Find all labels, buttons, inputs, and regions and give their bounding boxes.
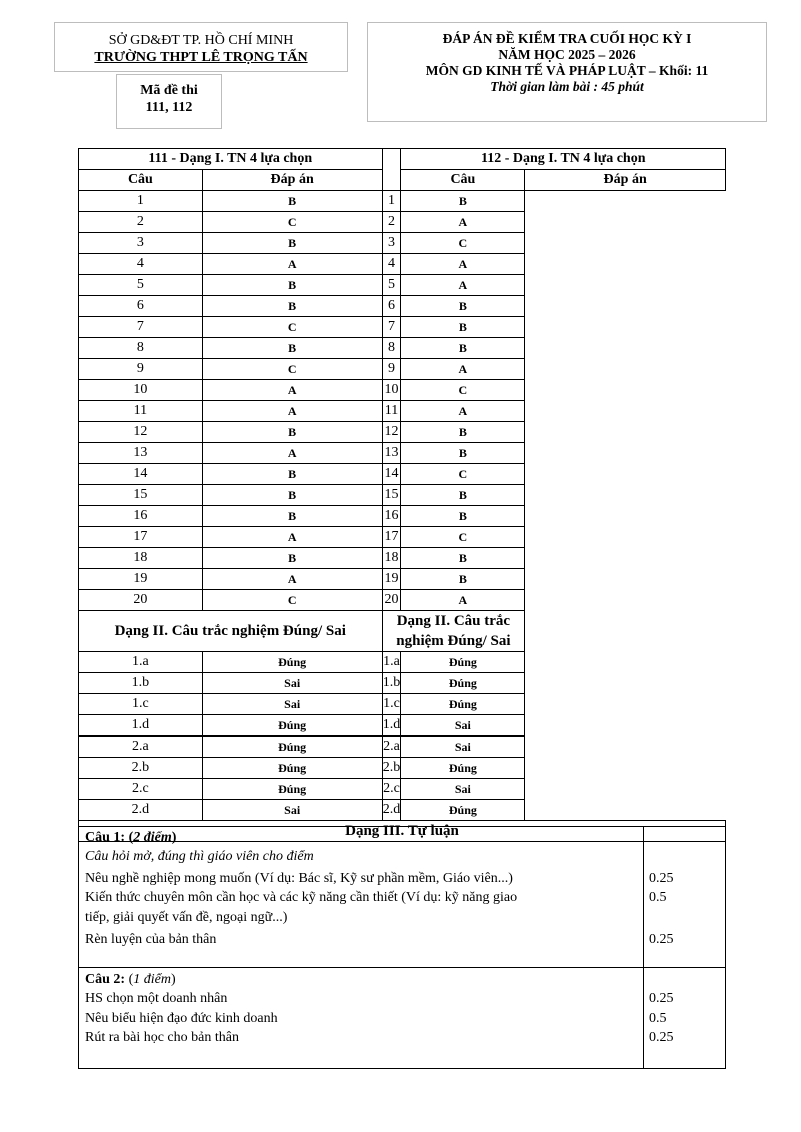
- q2-item-2: Nêu biểu hiện đạo đức kinh doanh: [85, 1011, 278, 1026]
- answer-cell: A: [202, 527, 382, 548]
- answer-cell: A: [401, 359, 525, 380]
- column-header-answer: Đáp án: [202, 170, 382, 191]
- q2-item-3: Rút ra bài học cho bản thân: [85, 1030, 239, 1045]
- answer-cell: B: [202, 548, 382, 569]
- table-row: [79, 736, 726, 758]
- statement-id: 1.a: [79, 652, 203, 673]
- q1-item-1: Nêu nghề nghiệp mong muốn (Ví dụ: Bác sĩ, Kỹ sư phần mềm, Giáo viên...): [85, 871, 513, 886]
- table-row: [79, 233, 726, 254]
- answer-cell: B: [202, 191, 382, 212]
- question-number: 2: [79, 212, 203, 233]
- table-row: [79, 212, 726, 233]
- answer-cell: B: [401, 569, 525, 590]
- subject-line: MÔN GD KINH TẾ VÀ PHÁP LUẬT – Khối: 11: [425, 63, 709, 78]
- answer-cell: C: [401, 380, 525, 401]
- statement-id: 2.a: [79, 736, 203, 758]
- true-false-answer: Đúng: [401, 673, 525, 694]
- q2-item-1-score: 0.25: [649, 991, 674, 1006]
- answer-cell: B: [202, 464, 382, 485]
- q2-heading: Câu 2: (1 điểm): [85, 972, 176, 987]
- question-number: 16: [79, 506, 203, 527]
- question-number: 20: [79, 590, 203, 611]
- table-row: [79, 673, 726, 694]
- true-false-answer: Sai: [202, 673, 382, 694]
- true-false-answer: Sai: [401, 779, 525, 800]
- answer-cell: B: [202, 422, 382, 443]
- answer-cell: A: [401, 590, 525, 611]
- true-false-answer: Sai: [202, 800, 382, 821]
- true-false-answer: Đúng: [401, 800, 525, 821]
- statement-id: 1.c: [79, 694, 203, 715]
- answer-cell: A: [401, 275, 525, 296]
- q2-item-2-score: 0.5: [649, 1011, 667, 1026]
- true-false-answer: Sai: [202, 694, 382, 715]
- statement-id: 1.b: [79, 673, 203, 694]
- column-header-question: Câu: [79, 170, 203, 191]
- true-false-answer: Đúng: [401, 652, 525, 673]
- part3-title: Dạng III. Tự luận: [79, 821, 726, 842]
- answer-cell: B: [202, 506, 382, 527]
- q1-note: Câu hỏi mở, đúng thì giáo viên cho điểm: [85, 849, 314, 864]
- school-header: [54, 22, 348, 72]
- question-number: 15: [79, 485, 203, 506]
- table-row: [79, 758, 726, 779]
- table-row: [79, 485, 726, 506]
- table-row: [79, 191, 726, 212]
- table-row: [79, 652, 726, 673]
- answer-cell: B: [401, 422, 525, 443]
- part1-right-title: 112 - Dạng I. TN 4 lựa chọn: [401, 149, 726, 170]
- question-number: 16: [382, 506, 401, 527]
- exam-code-label: Mã đề thi: [140, 83, 198, 98]
- question-number: 15: [382, 485, 401, 506]
- table-row: [79, 338, 726, 359]
- true-false-answer: Đúng: [202, 715, 382, 737]
- answer-cell: A: [401, 401, 525, 422]
- question-number: 7: [382, 317, 401, 338]
- question-number: 18: [382, 548, 401, 569]
- q2-label: Câu 2:: [85, 972, 126, 987]
- question-number: 13: [382, 443, 401, 464]
- question-number: 8: [382, 338, 401, 359]
- question-number: 10: [79, 380, 203, 401]
- question-number: 1: [382, 191, 401, 212]
- answer-cell: A: [202, 401, 382, 422]
- true-false-answer: Đúng: [202, 758, 382, 779]
- exam-title: ĐÁP ÁN ĐỀ KIỂM TRA CUỐI HỌC KỲ I: [442, 31, 692, 46]
- table-row: [79, 254, 726, 275]
- school-name: TRƯỜNG THPT LÊ TRỌNG TẤN: [94, 50, 308, 65]
- statement-id: 2.d: [382, 800, 401, 821]
- department-name: SỞ GD&ĐT TP. HỒ CHÍ MINH: [108, 33, 294, 48]
- table-row: [79, 715, 726, 737]
- q1-item-3: Rèn luyện của bản thân: [85, 932, 217, 947]
- exam-codes: 111, 112: [145, 100, 193, 115]
- q1-item-2-line2: tiếp, giải quyết vấn đề, ngoại ngữ...): [85, 910, 288, 925]
- table-row: [79, 800, 726, 821]
- part1-left-title: 111 - Dạng I. TN 4 lựa chọn: [79, 149, 383, 170]
- exam-code-box: [116, 74, 222, 129]
- statement-id: 1.c: [382, 694, 401, 715]
- question-number: 7: [79, 317, 203, 338]
- true-false-answer: Sai: [401, 736, 525, 758]
- answer-cell: C: [202, 590, 382, 611]
- question-number: 17: [382, 527, 401, 548]
- q1-item-2-line1: Kiến thức chuyên môn cần học và các kỹ năng cần thiết (Ví dụ: kỹ năng giao: [85, 890, 518, 905]
- answer-cell: B: [401, 317, 525, 338]
- table-row: [79, 569, 726, 590]
- statement-id: 2.c: [382, 779, 401, 800]
- table-row: [79, 359, 726, 380]
- table-row: [79, 317, 726, 338]
- q1-item-2-score: 0.5: [649, 890, 667, 905]
- statement-id: 2.d: [79, 800, 203, 821]
- table-row: [79, 527, 726, 548]
- answer-cell: B: [202, 275, 382, 296]
- statement-id: 1.d: [79, 715, 203, 737]
- answer-table: [78, 148, 726, 842]
- question-number: 10: [382, 380, 401, 401]
- question-number: 11: [79, 401, 203, 422]
- statement-id: 1.a: [382, 652, 401, 673]
- true-false-answer: Sai: [401, 715, 525, 737]
- q2-points: 1 điểm: [133, 972, 171, 987]
- answer-cell: B: [202, 233, 382, 254]
- answer-cell: C: [202, 212, 382, 233]
- question-number: 19: [79, 569, 203, 590]
- exam-time: Thời gian làm bài : 45 phút: [490, 79, 644, 94]
- table-row: [79, 380, 726, 401]
- q2-item-1: HS chọn một doanh nhân: [85, 991, 228, 1006]
- statement-id: 2.a: [382, 736, 401, 758]
- answer-cell: C: [401, 527, 525, 548]
- statement-id: 2.b: [382, 758, 401, 779]
- part2-left-title: Dạng II. Câu trắc nghiệm Đúng/ Sai: [79, 611, 383, 652]
- question-number: 4: [79, 254, 203, 275]
- question-number: 6: [79, 296, 203, 317]
- column-separator: [382, 149, 401, 191]
- true-false-answer: Đúng: [401, 758, 525, 779]
- answer-cell: B: [401, 506, 525, 527]
- score-column-divider: [643, 827, 644, 1068]
- statement-id: 2.b: [79, 758, 203, 779]
- true-false-answer: Đúng: [202, 736, 382, 758]
- answer-cell: B: [401, 548, 525, 569]
- question-number: 3: [79, 233, 203, 254]
- question-divider: [79, 967, 725, 968]
- column-header-answer: Đáp án: [525, 170, 726, 191]
- answer-cell: C: [202, 317, 382, 338]
- table-row: [79, 443, 726, 464]
- table-row: [79, 779, 726, 800]
- question-number: 20: [382, 590, 401, 611]
- table-row: [79, 275, 726, 296]
- question-number: 4: [382, 254, 401, 275]
- question-number: 13: [79, 443, 203, 464]
- true-false-answer: Đúng: [202, 652, 382, 673]
- table-row: [79, 590, 726, 611]
- answer-cell: B: [401, 443, 525, 464]
- q1-item-1-score: 0.25: [649, 871, 674, 886]
- question-number: 9: [382, 359, 401, 380]
- question-number: 5: [382, 275, 401, 296]
- true-false-answer: Đúng: [202, 779, 382, 800]
- question-number: 1: [79, 191, 203, 212]
- q1-label: Câu 1:: [85, 830, 126, 845]
- part2-right-title: Dạng II. Câu trắc nghiệm Đúng/ Sai: [382, 611, 525, 652]
- question-number: 14: [79, 464, 203, 485]
- answer-cell: B: [401, 296, 525, 317]
- question-number: 9: [79, 359, 203, 380]
- table-row: [79, 548, 726, 569]
- answer-cell: B: [401, 338, 525, 359]
- question-number: 18: [79, 548, 203, 569]
- q1-item-3-score: 0.25: [649, 932, 674, 947]
- answer-cell: A: [401, 212, 525, 233]
- question-number: 12: [382, 422, 401, 443]
- answer-cell: C: [202, 359, 382, 380]
- statement-id: 1.d: [382, 715, 401, 737]
- table-row: [79, 422, 726, 443]
- table-row: [79, 401, 726, 422]
- exam-title-box: [367, 22, 767, 122]
- table-row: [79, 694, 726, 715]
- true-false-answer: Đúng: [401, 694, 525, 715]
- q2-item-3-score: 0.25: [649, 1030, 674, 1045]
- question-number: 14: [382, 464, 401, 485]
- question-number: 11: [382, 401, 401, 422]
- school-year: NĂM HỌC 2025 – 2026: [498, 47, 636, 62]
- question-number: 2: [382, 212, 401, 233]
- answer-cell: B: [202, 338, 382, 359]
- q1-heading: Câu 1: (2 điểm): [85, 830, 177, 845]
- answer-cell: B: [202, 485, 382, 506]
- statement-id: 2.c: [79, 779, 203, 800]
- answer-cell: B: [401, 191, 525, 212]
- answer-cell: C: [401, 464, 525, 485]
- answer-cell: A: [202, 569, 382, 590]
- question-number: 19: [382, 569, 401, 590]
- column-header-question: Câu: [401, 170, 525, 191]
- question-number: 8: [79, 338, 203, 359]
- answer-cell: A: [401, 254, 525, 275]
- q1-points: 2 điểm: [133, 830, 172, 845]
- table-row: [79, 296, 726, 317]
- question-number: 5: [79, 275, 203, 296]
- question-number: 3: [382, 233, 401, 254]
- answer-cell: B: [202, 296, 382, 317]
- question-number: 12: [79, 422, 203, 443]
- question-number: 6: [382, 296, 401, 317]
- table-row: [79, 464, 726, 485]
- essay-section: [78, 826, 726, 1069]
- answer-cell: A: [202, 380, 382, 401]
- answer-cell: A: [202, 254, 382, 275]
- answer-cell: C: [401, 233, 525, 254]
- statement-id: 1.b: [382, 673, 401, 694]
- question-number: 17: [79, 527, 203, 548]
- table-row: [79, 506, 726, 527]
- answer-cell: A: [202, 443, 382, 464]
- answer-cell: B: [401, 485, 525, 506]
